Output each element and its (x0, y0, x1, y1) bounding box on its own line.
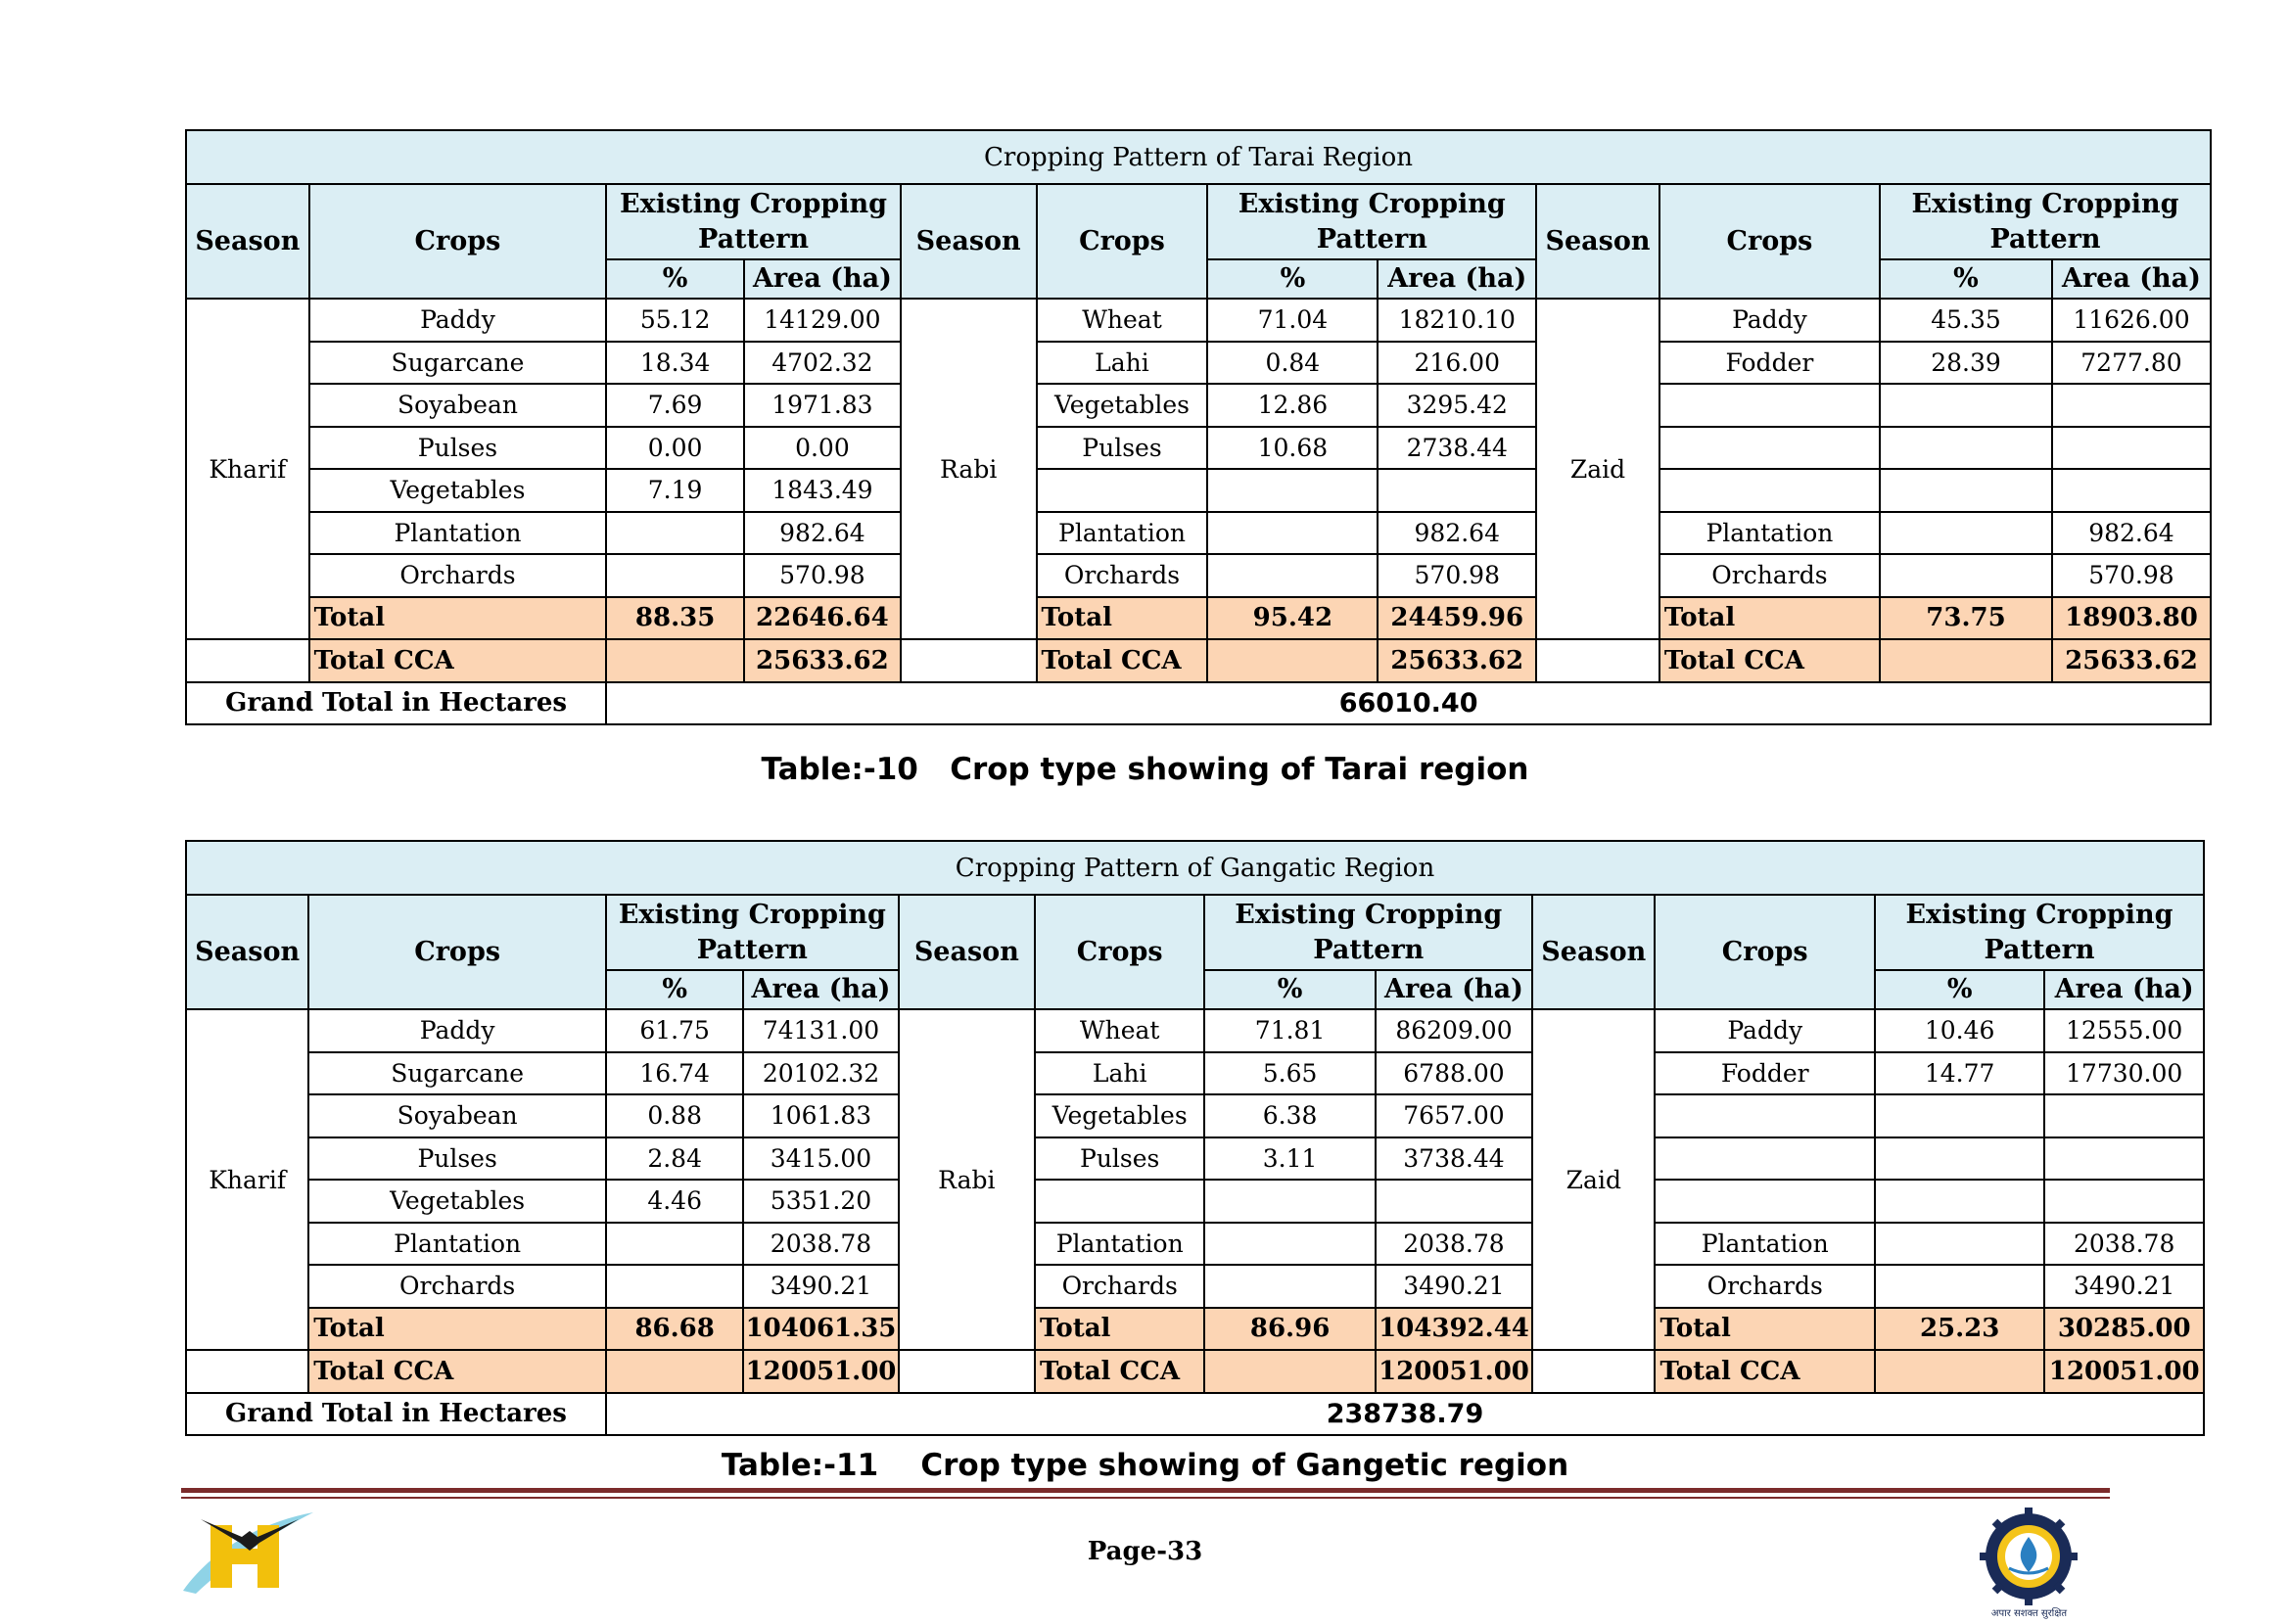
percent-cell: 18.34 (606, 342, 744, 385)
percent-cell (1880, 469, 2052, 512)
area-cell: 17730.00 (2044, 1052, 2204, 1095)
total-percent: 86.96 (1204, 1308, 1375, 1351)
area-cell: 3490.21 (1376, 1265, 1532, 1308)
area-cell (2052, 384, 2211, 427)
table-row (186, 130, 2211, 184)
percent-cell: 45.35 (1880, 299, 2052, 342)
table-10-caption: Table:-10 Crop type showing of Tarai region (761, 752, 1529, 787)
percent-cell (1880, 427, 2052, 470)
crop-cell: Plantation (1037, 512, 1208, 555)
percent-header: % (1204, 970, 1375, 1009)
table-row (186, 299, 2211, 342)
total-label: Total (309, 597, 607, 640)
percent-cell: 6.38 (1204, 1094, 1375, 1137)
area-cell: 18210.10 (1378, 299, 1536, 342)
percent-cell: 10.46 (1875, 1009, 2044, 1052)
season-header: Season (1532, 895, 1655, 1009)
area-cell: 570.98 (2052, 554, 2211, 597)
percent-cell (606, 554, 744, 597)
percent-cell (1875, 1137, 2044, 1181)
table-row (186, 597, 2211, 640)
cca-percent (1875, 1350, 2044, 1393)
existing-pattern-header: Existing Cropping Pattern (606, 895, 899, 970)
cca-percent (1880, 639, 2052, 682)
total-area: 24459.96 (1378, 597, 1536, 640)
area-cell: 3490.21 (743, 1265, 898, 1308)
table-row (186, 427, 2211, 470)
area-header: Area (ha) (1378, 259, 1536, 299)
table-11-caption: Table:-11 Crop type showing of Gangetic region (721, 1448, 1569, 1483)
crop-cell: Wheat (1037, 299, 1208, 342)
crop-cell: Sugarcane (309, 342, 607, 385)
table-row (186, 1094, 2204, 1137)
cca-label: Total CCA (309, 639, 607, 682)
crops-header: Crops (308, 895, 606, 1009)
table-row (186, 512, 2211, 555)
table-row (186, 1265, 2204, 1308)
table-row (186, 1393, 2204, 1436)
crop-cell: Pulses (309, 427, 607, 470)
cca-blank (1532, 1350, 1655, 1393)
percent-cell (1880, 512, 2052, 555)
cca-percent (606, 1350, 743, 1393)
crop-cell: Vegetables (1037, 384, 1208, 427)
area-cell: 2738.44 (1378, 427, 1536, 470)
percent-cell (1207, 469, 1378, 512)
crop-cell: Wheat (1035, 1009, 1204, 1052)
crop-cell: Soyabean (308, 1094, 606, 1137)
cca-label: Total CCA (308, 1350, 606, 1393)
percent-header: % (606, 970, 743, 1009)
total-label: Total (1037, 597, 1208, 640)
percent-cell: 55.12 (606, 299, 744, 342)
cca-blank (1536, 639, 1659, 682)
crops-header: Crops (1659, 184, 1880, 299)
area-cell: 4702.32 (744, 342, 901, 385)
percent-cell (606, 1265, 743, 1308)
area-cell (2044, 1137, 2204, 1181)
crop-cell (1655, 1180, 1875, 1223)
percent-cell: 28.39 (1880, 342, 2052, 385)
table-row (186, 1350, 2204, 1393)
table-row (186, 1223, 2204, 1266)
area-cell: 982.64 (744, 512, 901, 555)
percent-cell: 7.19 (606, 469, 744, 512)
existing-pattern-header: Existing Cropping Pattern (606, 184, 901, 259)
cca-label: Total CCA (1659, 639, 1880, 682)
crop-cell: Fodder (1655, 1052, 1875, 1095)
area-cell: 20102.32 (743, 1052, 898, 1095)
crop-cell: Plantation (309, 512, 607, 555)
tarai-cropping-table (185, 129, 2212, 725)
area-header: Area (ha) (743, 970, 898, 1009)
total-label: Total (1659, 597, 1880, 640)
season-header: Season (899, 895, 1035, 1009)
total-percent: 25.23 (1875, 1308, 2044, 1351)
area-header: Area (ha) (1376, 970, 1532, 1009)
percent-cell: 0.00 (606, 427, 744, 470)
area-cell: 1061.83 (743, 1094, 898, 1137)
gear-emblem-icon (1968, 1508, 2090, 1620)
percent-cell: 16.74 (606, 1052, 743, 1095)
total-area: 30285.00 (2044, 1308, 2204, 1351)
total-label: Total (1655, 1308, 1875, 1351)
cca-area: 25633.62 (2052, 639, 2211, 682)
crop-cell: Paddy (1659, 299, 1880, 342)
percent-cell (1204, 1265, 1375, 1308)
existing-pattern-header: Existing Cropping Pattern (1875, 895, 2204, 970)
area-cell: 2038.78 (1376, 1223, 1532, 1266)
crop-cell: Orchards (1655, 1265, 1875, 1308)
table-row (186, 895, 2204, 970)
cca-area: 25633.62 (1378, 639, 1536, 682)
area-cell: 74131.00 (743, 1009, 898, 1052)
crop-cell: Paddy (1655, 1009, 1875, 1052)
table-row (186, 554, 2211, 597)
crop-cell: Orchards (1659, 554, 1880, 597)
cca-blank (186, 1350, 308, 1393)
crop-cell: Lahi (1037, 342, 1208, 385)
percent-cell (1875, 1180, 2044, 1223)
cca-label: Total CCA (1035, 1350, 1204, 1393)
crop-cell: Orchards (309, 554, 607, 597)
total-percent: 86.68 (606, 1308, 743, 1351)
footer-rule-thin (181, 1497, 2110, 1499)
area-cell: 3738.44 (1376, 1137, 1532, 1181)
percent-cell (606, 512, 744, 555)
cca-area: 120051.00 (743, 1350, 898, 1393)
crop-cell (1037, 469, 1208, 512)
season-header: Season (186, 184, 309, 299)
percent-cell (1880, 554, 2052, 597)
table-title: Cropping Pattern of Gangatic Region (186, 841, 2204, 895)
percent-cell: 3.11 (1204, 1137, 1375, 1181)
cca-area: 120051.00 (2044, 1350, 2204, 1393)
percent-header: % (606, 259, 744, 299)
percent-cell (606, 1223, 743, 1266)
cca-area: 120051.00 (1376, 1350, 1532, 1393)
area-header: Area (ha) (744, 259, 901, 299)
crops-header: Crops (1655, 895, 1875, 1009)
crop-cell: Vegetables (1035, 1094, 1204, 1137)
table-row (186, 342, 2211, 385)
crop-cell: Fodder (1659, 342, 1880, 385)
grand-total-value: 238738.79 (606, 1393, 2204, 1436)
season-header: Season (901, 184, 1037, 299)
cca-percent (1207, 639, 1378, 682)
area-cell: 982.64 (2052, 512, 2211, 555)
percent-cell: 71.04 (1207, 299, 1378, 342)
emblem-motto: अपार सशक्त सुरक्षित (1990, 1608, 2068, 1619)
area-cell: 14129.00 (744, 299, 901, 342)
season-cell: Kharif (186, 299, 309, 639)
percent-cell (1880, 384, 2052, 427)
season-header: Season (186, 895, 308, 1009)
table-row (186, 841, 2204, 895)
crop-cell: Lahi (1035, 1052, 1204, 1095)
table-row (186, 469, 2211, 512)
percent-cell: 14.77 (1875, 1052, 2044, 1095)
crop-cell (1659, 469, 1880, 512)
percent-cell: 10.68 (1207, 427, 1378, 470)
gangatic-cropping-table (185, 840, 2205, 1436)
total-area: 22646.64 (744, 597, 901, 640)
crop-cell: Sugarcane (308, 1052, 606, 1095)
area-cell: 2038.78 (743, 1223, 898, 1266)
percent-cell (1207, 512, 1378, 555)
area-cell: 570.98 (744, 554, 901, 597)
cca-percent (1204, 1350, 1375, 1393)
area-cell: 12555.00 (2044, 1009, 2204, 1052)
percent-cell: 12.86 (1207, 384, 1378, 427)
table-row (186, 639, 2211, 682)
percent-cell (1207, 554, 1378, 597)
area-cell: 3295.42 (1378, 384, 1536, 427)
crops-header: Crops (309, 184, 607, 299)
crops-header: Crops (1035, 895, 1204, 1009)
season-header: Season (1536, 184, 1659, 299)
area-cell: 2038.78 (2044, 1223, 2204, 1266)
total-area: 104061.35 (743, 1308, 898, 1351)
total-percent: 95.42 (1207, 597, 1378, 640)
crop-cell (1659, 384, 1880, 427)
crop-cell: Orchards (1037, 554, 1208, 597)
percent-cell: 7.69 (606, 384, 744, 427)
crop-cell: Pulses (1037, 427, 1208, 470)
existing-pattern-header: Existing Cropping Pattern (1207, 184, 1536, 259)
area-cell (2044, 1180, 2204, 1223)
grand-total-value: 66010.40 (606, 682, 2211, 725)
area-cell: 216.00 (1378, 342, 1536, 385)
table-row (186, 1180, 2204, 1223)
percent-header: % (1880, 259, 2052, 299)
area-cell: 86209.00 (1376, 1009, 1532, 1052)
cca-label: Total CCA (1655, 1350, 1875, 1393)
area-cell: 3490.21 (2044, 1265, 2204, 1308)
crop-cell: Paddy (309, 299, 607, 342)
crop-cell: Soyabean (309, 384, 607, 427)
table-row (186, 1052, 2204, 1095)
area-cell (1378, 469, 1536, 512)
total-percent: 73.75 (1880, 597, 2052, 640)
table-row (186, 1137, 2204, 1181)
cca-label: Total CCA (1037, 639, 1208, 682)
percent-cell: 5.65 (1204, 1052, 1375, 1095)
percent-cell: 61.75 (606, 1009, 743, 1052)
table-title: Cropping Pattern of Tarai Region (186, 130, 2211, 184)
crop-cell (1659, 427, 1880, 470)
percent-cell (1875, 1223, 2044, 1266)
total-label: Total (1035, 1308, 1204, 1351)
cca-percent (606, 639, 744, 682)
percent-cell (1875, 1265, 2044, 1308)
crop-cell (1655, 1137, 1875, 1181)
crop-cell: Plantation (1659, 512, 1880, 555)
area-cell (1376, 1180, 1532, 1223)
crop-cell: Plantation (308, 1223, 606, 1266)
total-percent: 88.35 (606, 597, 744, 640)
area-header: Area (ha) (2044, 970, 2204, 1009)
existing-pattern-header: Existing Cropping Pattern (1204, 895, 1532, 970)
area-cell: 5351.20 (743, 1180, 898, 1223)
crop-cell: Vegetables (308, 1180, 606, 1223)
season-cell: Rabi (901, 299, 1037, 639)
cca-blank (901, 639, 1037, 682)
crop-cell: Orchards (308, 1265, 606, 1308)
crop-cell: Pulses (1035, 1137, 1204, 1181)
grand-total-label: Grand Total in Hectares (186, 682, 606, 725)
percent-header: % (1207, 259, 1378, 299)
percent-cell (1204, 1223, 1375, 1266)
table-row (186, 1009, 2204, 1052)
area-cell: 6788.00 (1376, 1052, 1532, 1095)
area-cell: 570.98 (1378, 554, 1536, 597)
total-area: 18903.80 (2052, 597, 2211, 640)
cca-blank (899, 1350, 1035, 1393)
crops-header: Crops (1037, 184, 1208, 299)
table-row (186, 384, 2211, 427)
season-cell: Rabi (899, 1009, 1035, 1350)
table-row (186, 184, 2211, 259)
crop-cell: Plantation (1035, 1223, 1204, 1266)
percent-cell: 71.81 (1204, 1009, 1375, 1052)
season-cell: Zaid (1536, 299, 1659, 639)
total-area: 104392.44 (1376, 1308, 1532, 1351)
cca-blank (186, 639, 309, 682)
crop-cell (1655, 1094, 1875, 1137)
total-label: Total (308, 1308, 606, 1351)
page-number: Page-33 (1087, 1537, 1203, 1566)
season-cell: Zaid (1532, 1009, 1655, 1350)
area-cell: 7657.00 (1376, 1094, 1532, 1137)
crop-cell: Paddy (308, 1009, 606, 1052)
area-cell: 982.64 (1378, 512, 1536, 555)
percent-cell (1204, 1180, 1375, 1223)
crop-cell (1035, 1180, 1204, 1223)
percent-cell: 4.46 (606, 1180, 743, 1223)
area-cell (2052, 427, 2211, 470)
area-header: Area (ha) (2052, 259, 2211, 299)
grand-total-label: Grand Total in Hectares (186, 1393, 606, 1436)
percent-cell: 0.84 (1207, 342, 1378, 385)
crop-cell: Vegetables (309, 469, 607, 512)
area-cell: 11626.00 (2052, 299, 2211, 342)
area-cell: 0.00 (744, 427, 901, 470)
area-cell: 1971.83 (744, 384, 901, 427)
area-cell: 1843.49 (744, 469, 901, 512)
existing-pattern-header: Existing Cropping Pattern (1880, 184, 2211, 259)
area-cell: 7277.80 (2052, 342, 2211, 385)
percent-cell: 2.84 (606, 1137, 743, 1181)
season-cell: Kharif (186, 1009, 308, 1350)
table-row (186, 1308, 2204, 1351)
footer-rule (181, 1488, 2110, 1493)
table-row (186, 682, 2211, 725)
area-cell (2044, 1094, 2204, 1137)
crop-cell: Plantation (1655, 1223, 1875, 1266)
percent-header: % (1875, 970, 2044, 1009)
crop-cell: Pulses (308, 1137, 606, 1181)
cca-area: 25633.62 (744, 639, 901, 682)
area-cell: 3415.00 (743, 1137, 898, 1181)
area-cell (2052, 469, 2211, 512)
crop-cell: Orchards (1035, 1265, 1204, 1308)
percent-cell: 0.88 (606, 1094, 743, 1137)
percent-cell (1875, 1094, 2044, 1137)
